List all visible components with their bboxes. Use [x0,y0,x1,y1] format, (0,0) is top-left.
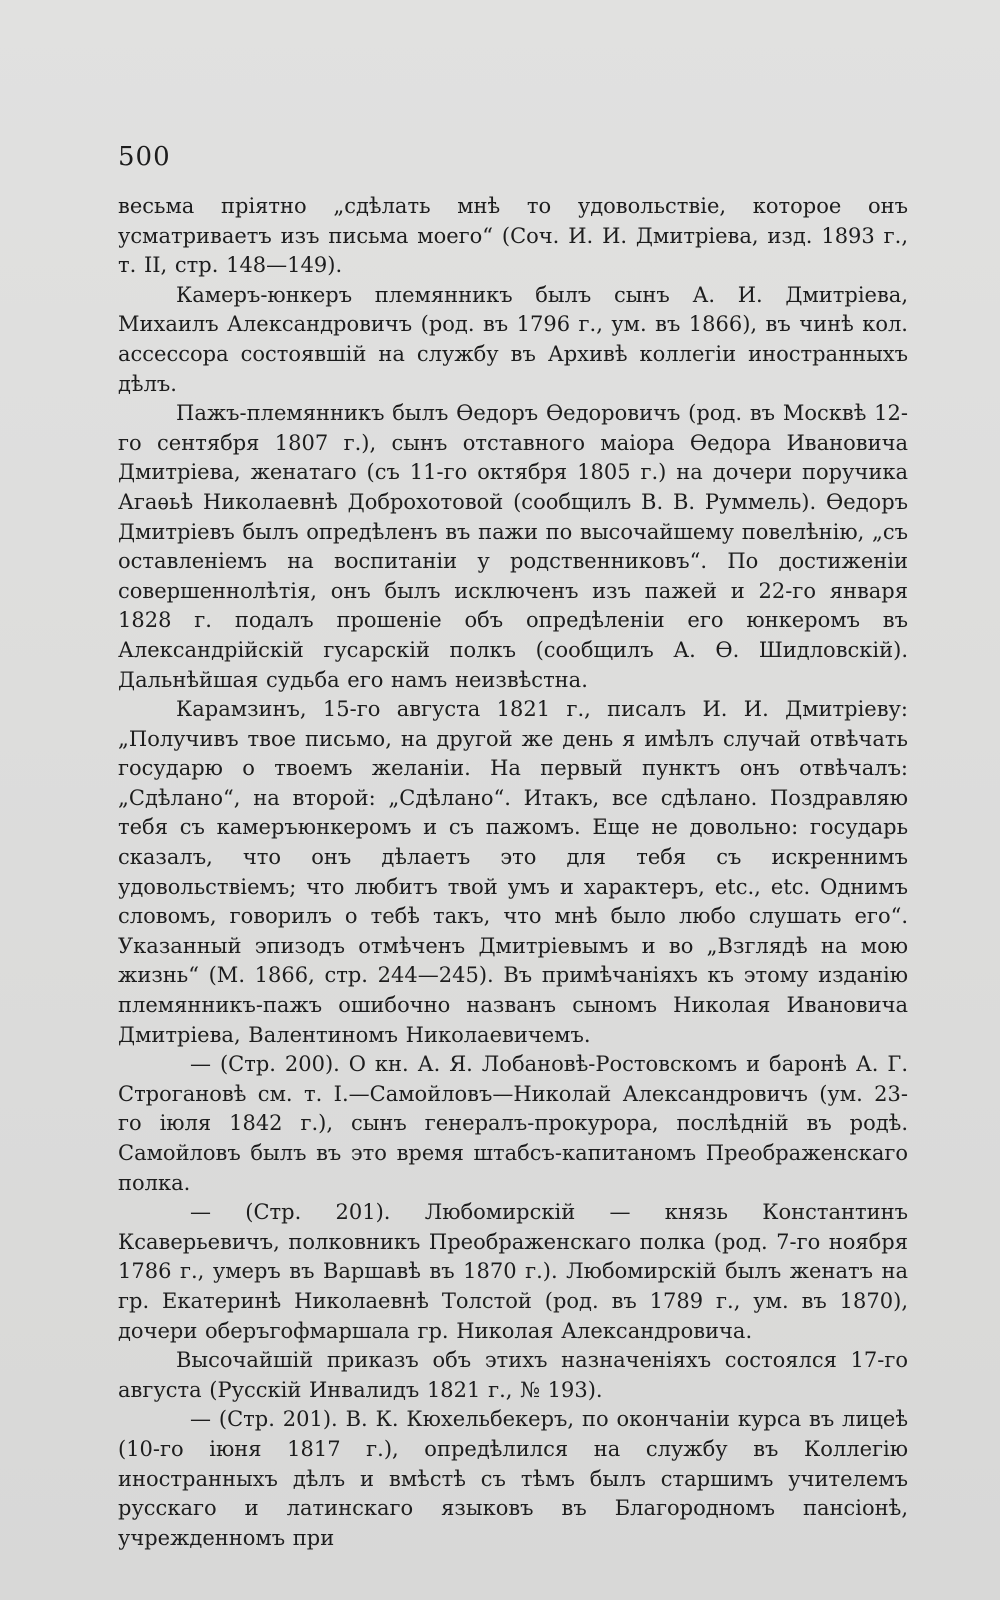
paragraph-note-page-201-lubomirsky: — (Стр. 201). Любомирскій — князь Константинъ Ксаверьевичъ, полковникъ Преображенскаго полка (род. 7-го ноября 1786 г., умеръ въ Варшавѣ въ 1870 г.). Любомирскій былъ женатъ на гр. Екатеринѣ Николаевнѣ Толстой (род. въ 1789 г., ум. въ 1870), дочери оберъгофмаршала гр. Николая Александровича. [118,1200,908,1343]
paragraph-pazh: Пажъ-племянникъ былъ Ѳедоръ Ѳедоровичъ (род. въ Москвѣ 12-го сентября 1807 г.), сынъ отставного маіора Ѳедора Ивановича Дмитріева, женатаго (съ 11-го октября 1805 г.) на дочери поручика Агаѳьѣ Николаевнѣ Доброхотовой (сообщилъ В. В. Руммель). Ѳедоръ Дмитріевъ былъ опредѣленъ въ пажи по высочайшему повелѣнію, „съ оставленіемъ на воспитаніи у родственниковъ“. По достиженіи совершеннолѣтія, онъ былъ исключенъ изъ пажей и 22-го января 1828 г. подалъ прошеніе объ опредѣленіи его юнкеромъ въ Александрійскій гусарскій полкъ (сообщилъ А. Ѳ. Шидловскій). Дальнѣйшая судьба его намъ неизвѣстна. [118,401,908,692]
paragraph-karamzin: Карамзинъ, 15-го августа 1821 г., писалъ И. И. Дмитріеву: „Получивъ твое письмо, на другой же день я имѣлъ случай отвѣчать государю о твоемъ желаніи. На первый пунктъ онъ отвѣчалъ: „Сдѣлано“, на второй: „Сдѣлано“. Итакъ, все сдѣлано. Поздравляю тебя съ камеръюнкеромъ и съ пажомъ. Еще не довольно: государь сказалъ, что онъ дѣлаетъ это для тебя съ искреннимъ удовольствіемъ; что любитъ твой умъ и характеръ, etc., etc. Однимъ словомъ, говорилъ о тебѣ такъ, что мнѣ было любо слушать его“. Указанный эпизодъ отмѣченъ Дмитріевымъ и во „Взглядѣ на мою жизнь“ (М. 1866, стр. 244—245). Въ примѣчаніяхъ къ этому изданію племянникъ-пажъ ошибочно названъ сыномъ Николая Ивановича Дмитріева, Валентиномъ Николаевичемъ. [118,697,908,1047]
paragraph-note-page-200: — (Стр. 200). О кн. А. Я. Лобановѣ-Ростовскомъ и баронѣ А. Г. Строгановѣ см. т. I.—Самойловъ—Николай Александровичъ (ум. 23-го іюля 1842 г.), сынъ генералъ-прокурора, послѣдній въ родѣ. Самойловъ былъ въ это время штабсъ-капитаномъ Преображенскаго полка. [118,1052,908,1195]
paragraph-prikaz: Высочайшій приказъ объ этихъ назначеніяхъ состоялся 17-го августа (Русскій Инвалидъ 1821 г., № 193). [118,1348,908,1402]
paragraph-kamer-junker: Камеръ-юнкеръ племянникъ былъ сынъ А. И. Дмитріева, Михаилъ Александровичъ (род. въ 1796 г., ум. въ 1866), въ чинѣ кол. ассессора состоявшій на службу въ Архивѣ коллегіи иностранныхъ дѣлъ. [118,282,908,396]
page-body-text [118,192,908,1553]
paragraph-continuation: весьма пріятно „сдѣлать мнѣ то удовольствіе, которое онъ усматриваетъ изъ письма моего“ (Соч. И. И. Дмитріева, изд. 1893 г., т. II, стр. 148—149). [118,194,908,278]
paragraph-note-page-201-kuchelbecker: — (Стр. 201). В. К. Кюхельбекеръ, по окончаніи курса въ лицеѣ (10-го іюня 1817 г.), опредѣлился на службу въ Коллегію иностранныхъ дѣлъ и вмѣстѣ съ тѣмъ былъ старшимъ учителемъ русскаго и латинскаго языковъ въ Благородномъ пансіонѣ, учрежденномъ при [118,1407,908,1550]
page-number: 500 [118,142,171,172]
